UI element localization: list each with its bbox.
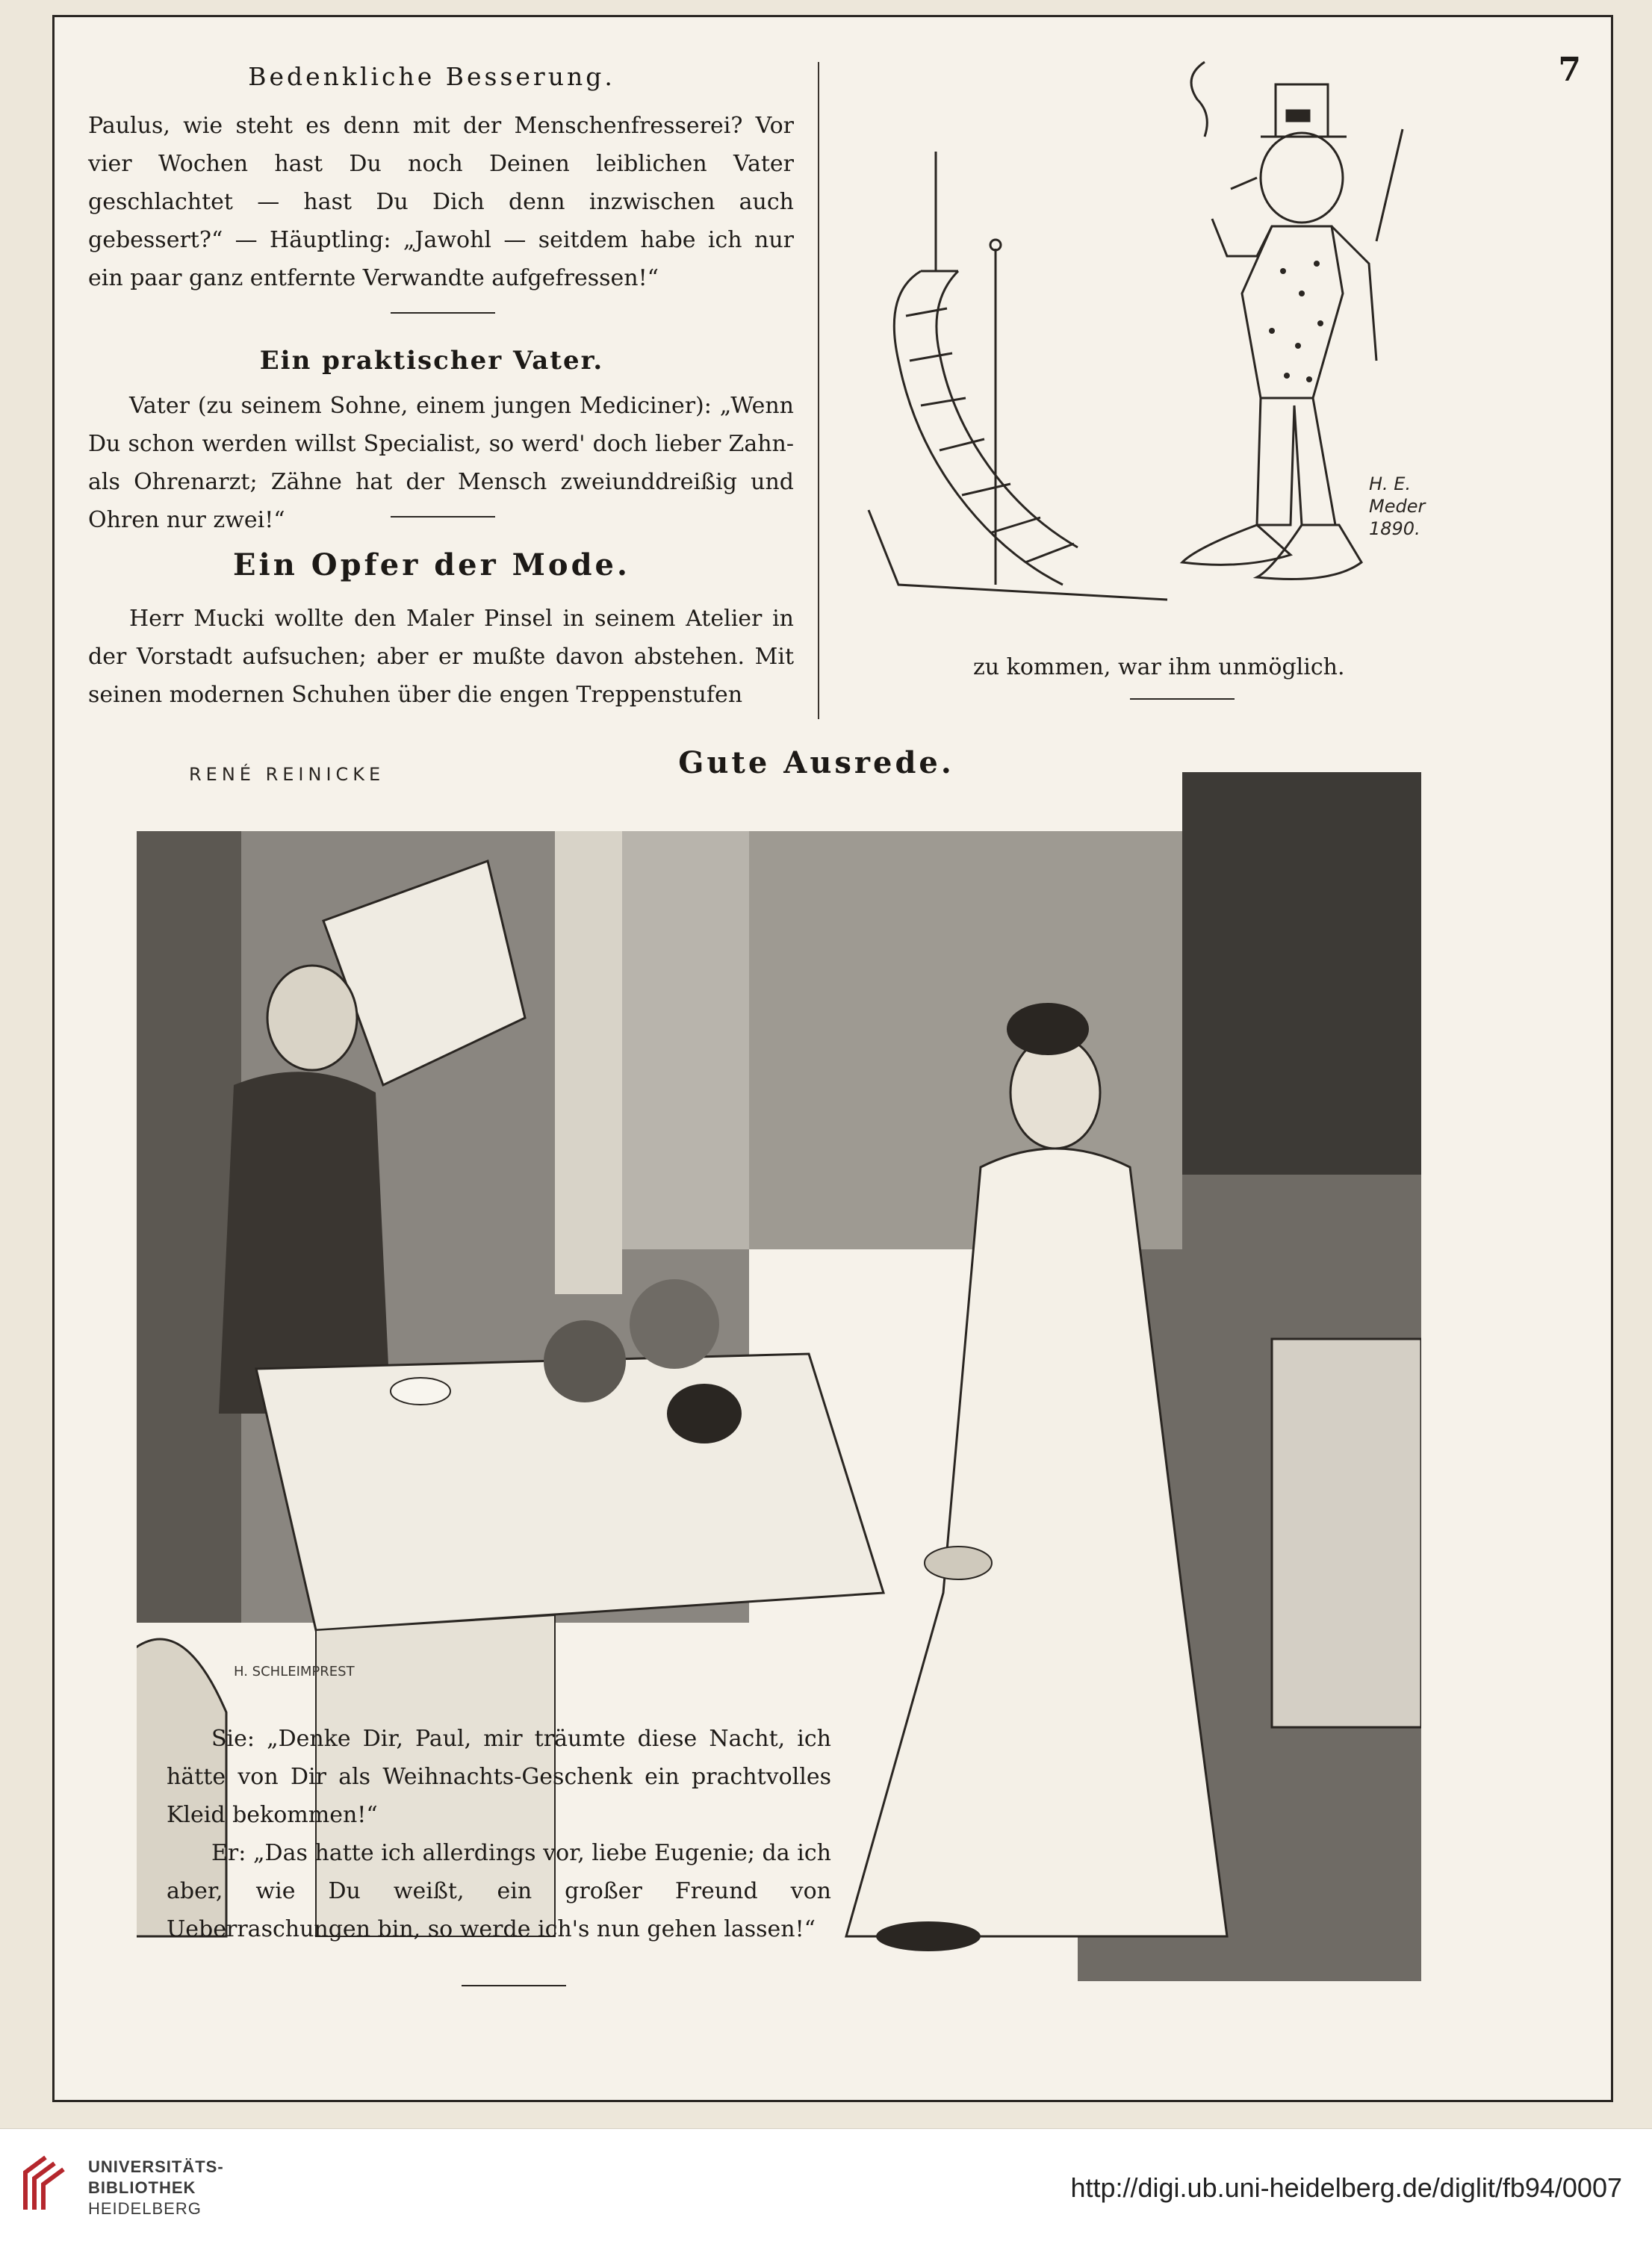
signature-cartoon: H. E. Meder 1890. <box>1369 473 1426 539</box>
signature-engraver: H. SCHLEIMPREST <box>234 1664 355 1679</box>
article-title-vater: Ein praktischer Vater. <box>259 346 604 376</box>
page-number: 7 <box>1558 51 1581 89</box>
article-text-opfer: Herr Mucki wollte den Maler Pinsel in seinem Atelier in der Vorstadt aufsuchen; aber er mußte davon abstehen. Mit seinen modernen Schuhen über die engen Treppenstufen <box>88 606 794 708</box>
separator <box>391 312 495 314</box>
logo-line-2: BIBLIOTHEK <box>88 2178 196 2197</box>
library-logo-icon <box>19 2150 72 2217</box>
source-url-link[interactable]: http://digi.ub.uni-heidelberg.de/diglit/fb94/0007 <box>1070 2172 1622 2203</box>
logo-line-1: UNIVERSITÄTS- <box>88 2157 224 2176</box>
article-title-ausrede: Gute Ausrede. <box>678 745 954 780</box>
separator <box>462 1985 566 1986</box>
article-text-vater: Vater (zu seinem Sohne, einem jungen Mediciner): „Wenn Du schon werden willst Specialist, so werd' doch lieber Zahn- als Ohrenarzt; Zähne hat der Mensch zweiunddreißig und Ohren nur zwei!“ <box>88 393 794 533</box>
separator <box>1130 698 1235 700</box>
column-rule <box>818 62 819 719</box>
signature-reinicke: RENÉ REINICKE <box>189 764 385 785</box>
magazine-page <box>52 15 1613 2102</box>
article-title-bedenkliche: Bedenkliche Besserung. <box>248 62 615 91</box>
caption-sie: Sie: „Denke Dir, Paul, mir träumte diese Nacht, ich hätte von Dir als Weihnachts-Geschenk ein prachtvolles Kleid bekommen!“ <box>167 1726 831 1828</box>
article-text-bedenkliche: Paulus, wie steht es denn mit der Menschenfresserei? Vor vier Wochen hast Du noch Deinen leiblichen Vater geschlachtet — hast Du Dich denn inzwischen auch gebessert?“ — Häuptling: „Jawohl — seitdem habe ich nur ein paar ganz entfernte Verwandte aufgefressen!“ <box>88 113 794 291</box>
caption-er: Er: „Das hatte ich allerdings vor, liebe Eugenie; da ich aber, wie Du weißt, ein großer Freund von Ueberraschungen bin, so werde ich's nun gehen lassen!“ <box>167 1840 831 1942</box>
article-title-opfer: Ein Opfer der Mode. <box>233 547 630 582</box>
article-text-opfer-continuation: zu kommen, war ihm unmöglich. <box>973 654 1345 680</box>
library-footer <box>0 2128 1652 2247</box>
logo-line-3: HEIDELBERG <box>88 2199 202 2218</box>
cartoon-illustration <box>854 47 1496 644</box>
separator <box>391 516 495 518</box>
